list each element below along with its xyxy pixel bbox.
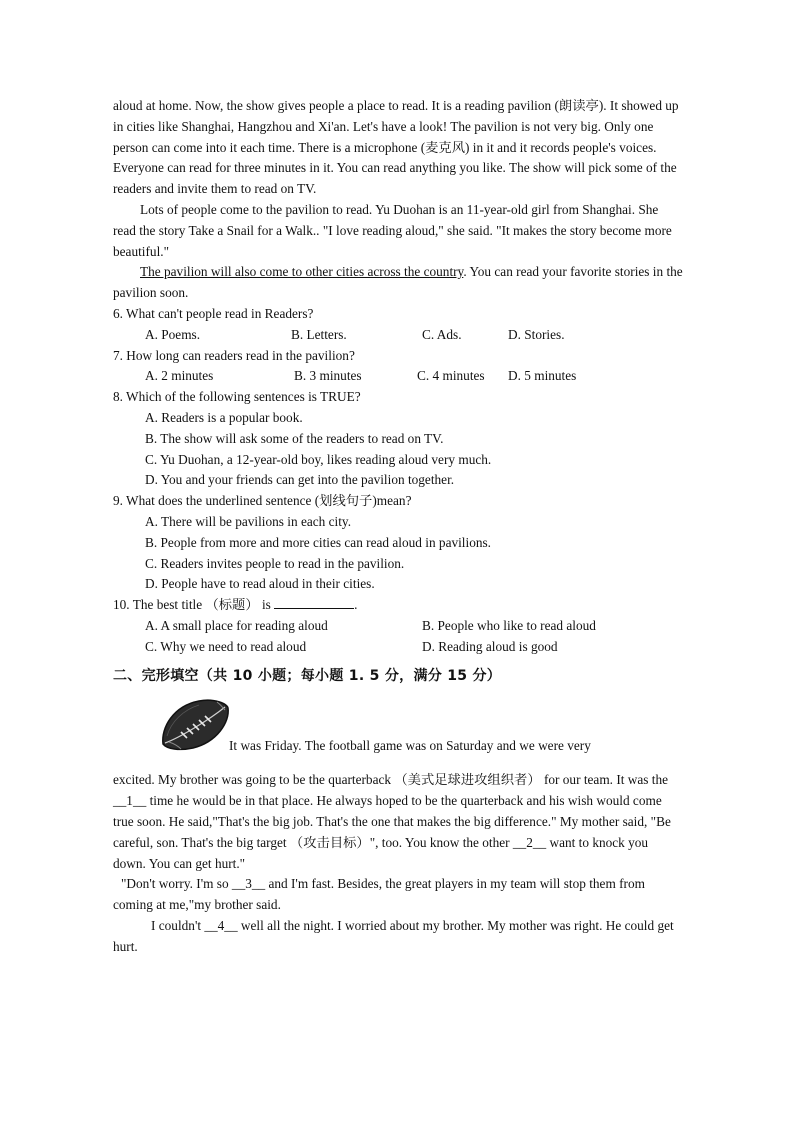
- question-options: [113, 325, 683, 346]
- question-8: [113, 387, 683, 491]
- question-stem: 10. The best title （标题） is: [113, 597, 271, 613]
- question-6: [113, 304, 683, 346]
- option-c: C. Ads.: [422, 326, 462, 342]
- cloze-intro: [113, 692, 683, 770]
- question-options: [113, 637, 683, 658]
- section-heading: 二、完形填空（共 10 小题；每小题 1. 5 分，满分 15 分）: [113, 667, 502, 684]
- option-d: D. People have to read aloud in their cities.: [145, 576, 375, 592]
- cloze-first-line: It was Friday. The football game was on Saturday and we were very: [229, 738, 591, 754]
- option-b: B. People who like to read aloud: [422, 617, 596, 633]
- question-10: [113, 595, 683, 657]
- answer-blank: [274, 595, 354, 609]
- option-a: A. There will be pavilions in each city.: [145, 513, 352, 529]
- option-c: C. Why we need to read aloud: [145, 638, 307, 654]
- question-stem: 9. What does the underlined sentence (划线句子)mean?: [113, 493, 412, 509]
- option-c: C. 4 minutes: [417, 368, 485, 384]
- question-options: [113, 366, 683, 387]
- option-d: D. 5 minutes: [508, 368, 577, 384]
- underlined-sentence: The pavilion will also come to other cities across the country: [140, 264, 464, 280]
- option-d: D. Reading aloud is good: [422, 638, 558, 654]
- question-stem: 8. Which of the following sentences is TRUE?: [113, 389, 361, 405]
- document-page: [113, 96, 683, 957]
- question-7: [113, 346, 683, 388]
- option-a: A. Poems.: [145, 326, 201, 342]
- question-stem-row: 10. The best title （标题） is .: [113, 597, 358, 613]
- cloze-paragraph-3: I couldn't __4__ well all the night. I worried about my brother. My mother was right. He could get hurt.: [113, 917, 674, 954]
- passage-paragraph-1: aloud at home. Now, the show gives people a place to read. It is a reading pavilion (朗读亭). It showed up in cities like Shanghai, Hangzhou and Xi'an. Let's have a look! The pavilion is not very big. Only one person can come into it each time. There is a microphone (麦克风) in it and it records people's voices. Everyone can read for three minutes in it. You can read anything you like. The show will pick some of the readers and invite them to read on TV.: [113, 98, 679, 197]
- football-icon: [159, 698, 231, 752]
- option-b: B. 3 minutes: [294, 368, 362, 384]
- option-d: D. Stories.: [508, 326, 565, 342]
- option-b: B. People from more and more cities can read aloud in pavilions.: [145, 534, 491, 550]
- question-options: [113, 616, 683, 637]
- option-a: A. 2 minutes: [145, 368, 214, 384]
- option-c: C. Readers invites people to read in the pavilion.: [145, 555, 405, 571]
- passage-paragraph-2: Lots of people come to the pavilion to read. Yu Duohan is an 11-year-old girl from Shanghai. She read the story Take a Snail for a Walk.. "I love reading aloud," she said. "It makes the story become more beautiful.": [113, 201, 672, 259]
- cloze-paragraph-1: excited. My brother was going to be the quarterback （美式足球进攻组织者） for our team. It was the __1__ time he would be in that place. He always hoped to be the quarterback and his wish would come true soon. He said,"That's the big job. That's the one that makes the big difference." My mother said, "Be careful, son. That's the big target （攻击目标）", too. You know the other __2__ want to knock you down. You can get hurt.": [113, 772, 671, 871]
- option-d: D. You and your friends can get into the pavilion together.: [145, 472, 455, 488]
- option-a: A. Readers is a popular book.: [145, 409, 303, 425]
- passage-paragraph-3: [113, 262, 683, 304]
- option-a: A. A small place for reading aloud: [145, 617, 328, 633]
- question-stem: 6. What can't people read in Readers?: [113, 305, 314, 321]
- question-9: [113, 491, 683, 595]
- option-b: B. The show will ask some of the readers to read on TV.: [145, 430, 444, 446]
- option-c: C. Yu Duohan, a 12-year-old boy, likes reading aloud very much.: [145, 451, 492, 467]
- passage-paragraph-3-rest: . You can read your favorite stories in the pavilion soon.: [113, 264, 683, 301]
- cloze-paragraph-2: "Don't worry. I'm so __3__ and I'm fast. Besides, the great players in my team will stop them from coming at me,"my brother said.: [113, 876, 645, 913]
- option-b: B. Letters.: [291, 326, 347, 342]
- question-stem: 7. How long can readers read in the pavilion?: [113, 347, 355, 363]
